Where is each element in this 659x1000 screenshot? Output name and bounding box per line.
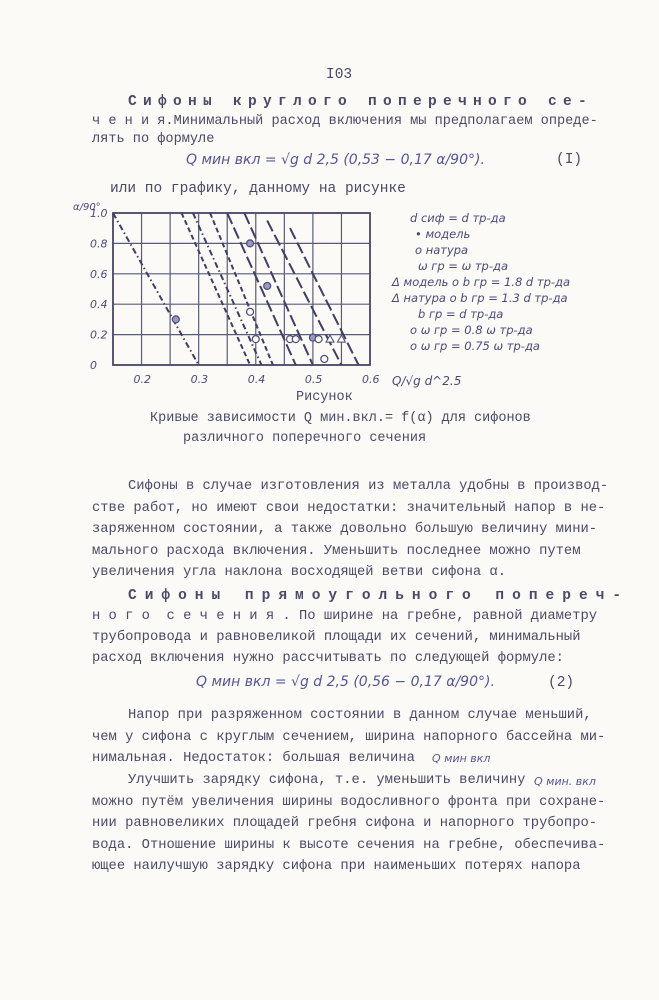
legend-entry: • модель	[415, 227, 471, 241]
section-heading-rect: Сифоны прямоугольного попереч-	[128, 588, 630, 604]
x-tick-label: 0.6	[362, 373, 380, 386]
text-line: ющее наилучшую зарядку сифона при наименьших потерях напора	[92, 859, 581, 874]
text-line: или по графику, данному на рисунке	[110, 181, 406, 197]
text-line: Улучшить зарядку сифона, т.е. уменьшить величину	[128, 773, 526, 788]
legend-entry: Δ модель o b гр = 1.8 d тр-да	[392, 275, 571, 289]
chart	[70, 200, 630, 400]
y-tick-label: 0.4	[90, 298, 108, 312]
data-marker-circle	[315, 336, 322, 343]
data-marker-circle	[264, 282, 271, 289]
text-line: увеличения угла наклона восходящей ветви сифона α.	[92, 565, 506, 580]
q-min-symbol: Q мин. вкл	[534, 775, 596, 788]
series-line	[113, 213, 199, 365]
data-marker-circle	[292, 336, 299, 343]
y-tick-label: 0	[90, 359, 97, 372]
text-line: нии равновеликих площадей гребня сифона и напорного трубопро-	[92, 816, 598, 831]
legend-entry: ω гр = ω тр-да	[418, 259, 509, 273]
figure-label: Рисунок	[296, 390, 353, 405]
data-marker-circle	[252, 336, 259, 343]
legend-entry: o ω гр = 0.75 ω тр-да	[410, 339, 540, 353]
text-line: вода. Отношение ширины к высоте сечения на гребне, обеспечива-	[92, 837, 606, 853]
x-tick-label: 0.3	[190, 373, 209, 386]
data-marker-circle	[321, 355, 328, 362]
text-line: можно путём увеличения ширины водосливного фронта при сохране-	[92, 794, 606, 810]
series-line	[182, 213, 251, 365]
text-line: мального расхода включения. Уменьшить последнее можно путем	[92, 543, 581, 559]
formula-1: Q мин вкл = √g d 2,5 (0,53 − 0,17 α/90°).	[186, 152, 485, 168]
series-line	[227, 213, 296, 365]
data-marker-circle	[247, 240, 254, 247]
x-tick-label: 0.4	[247, 373, 266, 386]
text-line: расход включения нужно рассчитывать по следующей формуле:	[92, 651, 564, 666]
legend-entry: d сиф = d тр-да	[410, 211, 506, 225]
figure-caption: различного поперечного сечения	[183, 431, 427, 446]
formula-2-number: (2)	[548, 675, 575, 691]
series-line	[290, 228, 359, 365]
text-line: стве работ, но имеют свои недостатки: значительный напор в не-	[92, 500, 606, 516]
data-marker-circle	[247, 308, 254, 315]
text-line: Сифоны в случае изготовления из металла удобны в производ-	[128, 479, 609, 494]
series-line	[267, 221, 341, 365]
text-line: н о г о с е ч е н и я . По ширине на гребне, равной диаметру	[92, 609, 598, 624]
text-line: ч е н и я.Минимальный расход включения мы предполагаем опреде-	[92, 114, 598, 129]
legend-entry: Δ натура o b гр = 1.3 d тр-да	[392, 291, 568, 305]
legend-entry: o натура	[415, 243, 469, 257]
x-tick-label: 0.5	[304, 373, 323, 386]
data-marker-circle	[172, 316, 179, 323]
x-tick-label: 0.2	[133, 373, 152, 386]
text-line: трубопровода и равновеликой площади их сечений, минимальный	[92, 630, 581, 645]
y-tick-label: 0.6	[90, 267, 108, 281]
y-tick-label: 0.8	[90, 237, 108, 251]
section-heading-round: Сифоны круглого поперечного се-	[128, 94, 594, 110]
text-line: лять по формуле	[92, 132, 215, 147]
page-number: I03	[326, 67, 353, 83]
text-line: заряженном состоянии, а также довольно большую величину мини-	[92, 522, 598, 537]
figure-caption: Кривые зависимости Q мин.вкл.= f(α) для сифонов	[150, 411, 531, 426]
x-axis-label: Q/√g d^2.5	[392, 374, 462, 388]
text-line: чем у сифона с круглым сечением, ширина напорного бассейна ми-	[92, 729, 606, 745]
y-axis-label: α/90°	[73, 202, 101, 213]
formula-2: Q мин вкл = √g d 2,5 (0,56 − 0,17 α/90°).	[196, 674, 495, 690]
q-min-symbol: Q мин вкл	[432, 752, 491, 765]
text-line: нимальная. Недостаток: большая величина	[92, 751, 415, 766]
y-tick-label: 1.0	[90, 207, 108, 220]
y-tick-label: 0.2	[90, 328, 108, 342]
text-line: Напор при разряженном состоянии в данном случае меньший,	[128, 708, 592, 723]
series-line	[210, 213, 273, 365]
formula-1-number: (I)	[556, 152, 583, 168]
legend-entry: b гр = d тр-да	[418, 307, 504, 321]
legend-entry: o ω гр = 0.8 ω тр-да	[410, 323, 533, 337]
